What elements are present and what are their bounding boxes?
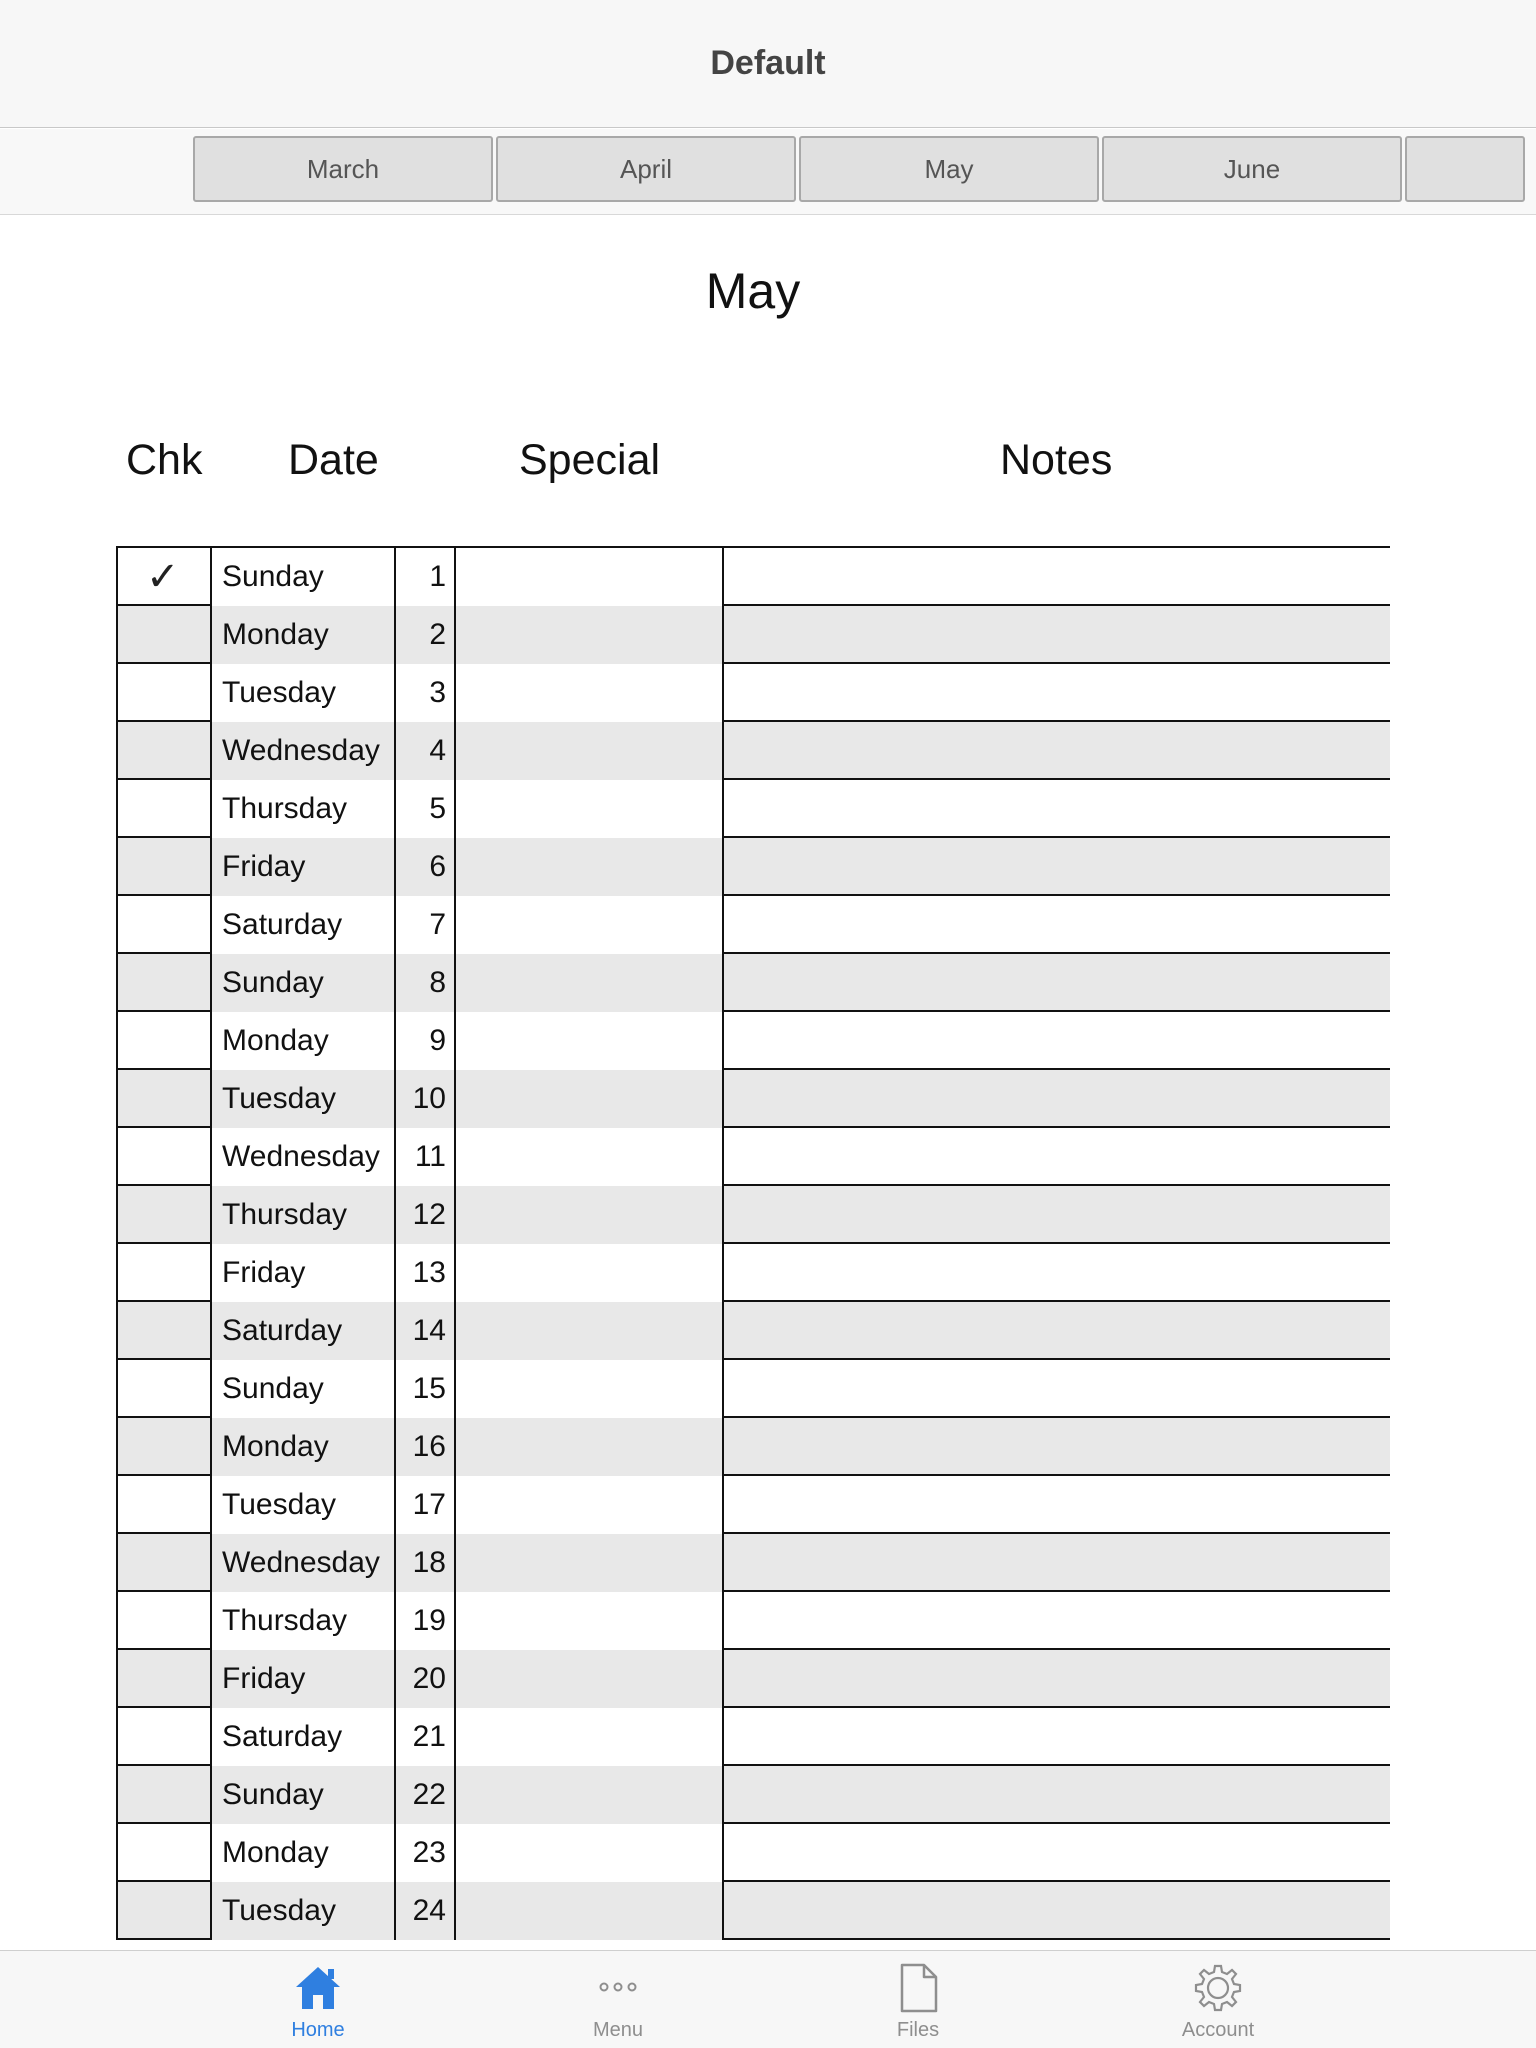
day-number-cell: 8: [396, 954, 456, 1012]
notes-cell[interactable]: [724, 1708, 1390, 1766]
day-number-cell: 16: [396, 1418, 456, 1476]
day-name-cell: Monday: [212, 1418, 396, 1476]
day-number-cell: 22: [396, 1766, 456, 1824]
column-header-chk: Chk: [126, 436, 203, 484]
notes-cell[interactable]: [724, 1302, 1390, 1360]
special-cell[interactable]: [456, 1418, 724, 1476]
notes-cell[interactable]: [724, 1766, 1390, 1824]
notes-cell[interactable]: [724, 606, 1390, 664]
gear-icon: [1193, 1963, 1243, 2018]
notes-cell[interactable]: [724, 722, 1390, 780]
notes-cell[interactable]: [724, 1476, 1390, 1534]
notes-cell[interactable]: [724, 954, 1390, 1012]
tabbar-menu-label: Menu: [592, 2019, 644, 2041]
day-name-cell: Sunday: [212, 1360, 396, 1418]
notes-cell[interactable]: [724, 1244, 1390, 1302]
check-cell[interactable]: [118, 1302, 212, 1360]
checkmark-icon: ✓: [146, 554, 180, 600]
tab-march[interactable]: March: [193, 136, 493, 202]
day-name-cell: Thursday: [212, 1592, 396, 1650]
day-number-cell: 20: [396, 1650, 456, 1708]
day-number-cell: 19: [396, 1592, 456, 1650]
special-cell[interactable]: [456, 1766, 724, 1824]
day-name-cell: Friday: [212, 1244, 396, 1302]
navigation-bar: [0, 0, 1536, 128]
day-name-cell: Monday: [212, 1012, 396, 1070]
table-row[interactable]: [118, 780, 1390, 838]
table-row[interactable]: [118, 1882, 1390, 1940]
special-cell[interactable]: [456, 1302, 724, 1360]
month-title: May: [705, 263, 801, 319]
check-cell[interactable]: [118, 1592, 212, 1650]
special-cell[interactable]: [456, 780, 724, 838]
day-name-cell: Saturday: [212, 1708, 396, 1766]
notes-cell[interactable]: [724, 1534, 1390, 1592]
day-number-cell: 24: [396, 1882, 456, 1940]
day-number-cell: 5: [396, 780, 456, 838]
special-cell[interactable]: [456, 1650, 724, 1708]
day-number-cell: 1: [396, 548, 456, 606]
tabbar-home[interactable]: [238, 1951, 398, 2048]
file-icon: [894, 1963, 942, 2018]
table-row[interactable]: [118, 606, 1390, 664]
table-row[interactable]: [118, 1592, 1390, 1650]
check-cell[interactable]: [118, 548, 212, 606]
tab-june[interactable]: June: [1102, 136, 1402, 202]
notes-cell[interactable]: [724, 838, 1390, 896]
special-cell[interactable]: [456, 838, 724, 896]
calendar-grid: [116, 546, 1390, 1940]
month-tab-strip[interactable]: [0, 129, 1536, 215]
day-number-cell: 10: [396, 1070, 456, 1128]
notes-cell[interactable]: [724, 1070, 1390, 1128]
special-cell[interactable]: [456, 664, 724, 722]
special-cell[interactable]: [456, 1534, 724, 1592]
notes-cell[interactable]: [724, 1650, 1390, 1708]
tabbar-home-label: Home: [291, 2019, 345, 2041]
tabbar-files-label: Files: [896, 2019, 940, 2041]
special-cell[interactable]: [456, 1882, 724, 1940]
notes-cell[interactable]: [724, 1592, 1390, 1650]
special-cell[interactable]: [456, 1128, 724, 1186]
day-number-cell: 2: [396, 606, 456, 664]
check-cell[interactable]: [118, 1244, 212, 1302]
day-number-cell: 21: [396, 1708, 456, 1766]
notes-cell[interactable]: [724, 1012, 1390, 1070]
special-cell[interactable]: [456, 606, 724, 664]
table-row[interactable]: [118, 1128, 1390, 1186]
day-number-cell: 7: [396, 896, 456, 954]
check-cell[interactable]: [118, 954, 212, 1012]
check-cell[interactable]: [118, 1186, 212, 1244]
day-name-cell: Monday: [212, 1824, 396, 1882]
notes-cell[interactable]: [724, 548, 1390, 606]
table-row[interactable]: [118, 1244, 1390, 1302]
table-row[interactable]: [118, 1186, 1390, 1244]
day-name-cell: Tuesday: [212, 1476, 396, 1534]
day-name-cell: Saturday: [212, 1302, 396, 1360]
home-icon: [294, 1963, 342, 2016]
special-cell[interactable]: [456, 1824, 724, 1882]
check-cell[interactable]: [118, 1650, 212, 1708]
day-number-cell: 4: [396, 722, 456, 780]
table-row[interactable]: [118, 1708, 1390, 1766]
day-number-cell: 17: [396, 1476, 456, 1534]
day-number-cell: 12: [396, 1186, 456, 1244]
day-name-cell: Wednesday: [212, 722, 396, 780]
special-cell[interactable]: [456, 1070, 724, 1128]
tabbar-files[interactable]: [838, 1951, 998, 2048]
special-cell[interactable]: [456, 1360, 724, 1418]
day-name-cell: Wednesday: [212, 1534, 396, 1592]
special-cell[interactable]: [456, 1186, 724, 1244]
table-row[interactable]: [118, 1360, 1390, 1418]
day-name-cell: Tuesday: [212, 1882, 396, 1940]
special-cell[interactable]: [456, 954, 724, 1012]
day-number-cell: 14: [396, 1302, 456, 1360]
day-name-cell: Saturday: [212, 896, 396, 954]
tabbar-account[interactable]: [1138, 1951, 1298, 2048]
day-number-cell: 11: [396, 1128, 456, 1186]
table-row[interactable]: [118, 1650, 1390, 1708]
tab-strip-edge: [0, 135, 10, 207]
notes-cell[interactable]: [724, 896, 1390, 954]
day-name-cell: Wednesday: [212, 1128, 396, 1186]
table-row[interactable]: [118, 1418, 1390, 1476]
check-cell[interactable]: [118, 664, 212, 722]
check-cell[interactable]: [118, 1476, 212, 1534]
special-cell[interactable]: [456, 1708, 724, 1766]
check-cell[interactable]: [118, 1708, 212, 1766]
check-cell[interactable]: [118, 1534, 212, 1592]
column-header-special: Special: [519, 436, 661, 484]
table-row[interactable]: [118, 1824, 1390, 1882]
day-name-cell: Friday: [212, 838, 396, 896]
day-name-cell: Friday: [212, 1650, 396, 1708]
check-cell[interactable]: [118, 606, 212, 664]
check-cell[interactable]: [118, 838, 212, 896]
check-cell[interactable]: [118, 896, 212, 954]
check-cell[interactable]: [118, 1360, 212, 1418]
day-number-cell: 9: [396, 1012, 456, 1070]
day-name-cell: Tuesday: [212, 664, 396, 722]
special-cell[interactable]: [456, 548, 724, 606]
table-row[interactable]: [118, 1534, 1390, 1592]
column-header-notes: Notes: [1000, 436, 1113, 484]
tab-bar: [0, 1950, 1536, 2048]
check-cell[interactable]: [118, 1766, 212, 1824]
special-cell[interactable]: [456, 896, 724, 954]
check-cell[interactable]: [118, 722, 212, 780]
table-row[interactable]: [118, 838, 1390, 896]
notes-cell[interactable]: [724, 1128, 1390, 1186]
tab-july[interactable]: [1405, 136, 1525, 202]
tab-may[interactable]: May: [799, 136, 1099, 202]
table-row[interactable]: [118, 664, 1390, 722]
check-cell[interactable]: [118, 780, 212, 838]
tab-april[interactable]: April: [496, 136, 796, 202]
check-cell[interactable]: [118, 1824, 212, 1882]
day-number-cell: 3: [396, 664, 456, 722]
day-name-cell: Sunday: [212, 548, 396, 606]
day-name-cell: Monday: [212, 606, 396, 664]
notes-cell[interactable]: [724, 664, 1390, 722]
notes-cell[interactable]: [724, 1882, 1390, 1940]
day-number-cell: 18: [396, 1534, 456, 1592]
check-cell[interactable]: [118, 1012, 212, 1070]
check-cell[interactable]: [118, 1418, 212, 1476]
day-name-cell: Thursday: [212, 1186, 396, 1244]
more-dots-icon: [594, 1963, 642, 2016]
table-row[interactable]: [118, 954, 1390, 1012]
special-cell[interactable]: [456, 1012, 724, 1070]
table-row[interactable]: [118, 1476, 1390, 1534]
table-row[interactable]: [118, 722, 1390, 780]
special-cell[interactable]: [456, 1476, 724, 1534]
notes-cell[interactable]: [724, 780, 1390, 838]
day-name-cell: Sunday: [212, 954, 396, 1012]
column-header-date: Date: [288, 436, 379, 484]
tabbar-menu[interactable]: [538, 1951, 698, 2048]
day-name-cell: Sunday: [212, 1766, 396, 1824]
check-cell[interactable]: [118, 1070, 212, 1128]
notes-cell[interactable]: [724, 1186, 1390, 1244]
day-name-cell: Thursday: [212, 780, 396, 838]
table-row[interactable]: [118, 1012, 1390, 1070]
table-row[interactable]: [118, 1302, 1390, 1360]
day-number-cell: 15: [396, 1360, 456, 1418]
notes-cell[interactable]: [724, 1824, 1390, 1882]
table-row[interactable]: [118, 896, 1390, 954]
special-cell[interactable]: [456, 1592, 724, 1650]
day-number-cell: 23: [396, 1824, 456, 1882]
table-row[interactable]: [118, 548, 1390, 606]
table-row[interactable]: [118, 1766, 1390, 1824]
page-title: Default: [710, 44, 826, 82]
special-cell[interactable]: [456, 722, 724, 780]
notes-cell[interactable]: [724, 1360, 1390, 1418]
special-cell[interactable]: [456, 1244, 724, 1302]
check-cell[interactable]: [118, 1882, 212, 1940]
table-row[interactable]: [118, 1070, 1390, 1128]
check-cell[interactable]: [118, 1128, 212, 1186]
day-number-cell: 13: [396, 1244, 456, 1302]
notes-cell[interactable]: [724, 1418, 1390, 1476]
calendar-table[interactable]: [116, 546, 1390, 1950]
day-name-cell: Tuesday: [212, 1070, 396, 1128]
day-number-cell: 6: [396, 838, 456, 896]
tabbar-account-label: Account: [1181, 2019, 1255, 2041]
